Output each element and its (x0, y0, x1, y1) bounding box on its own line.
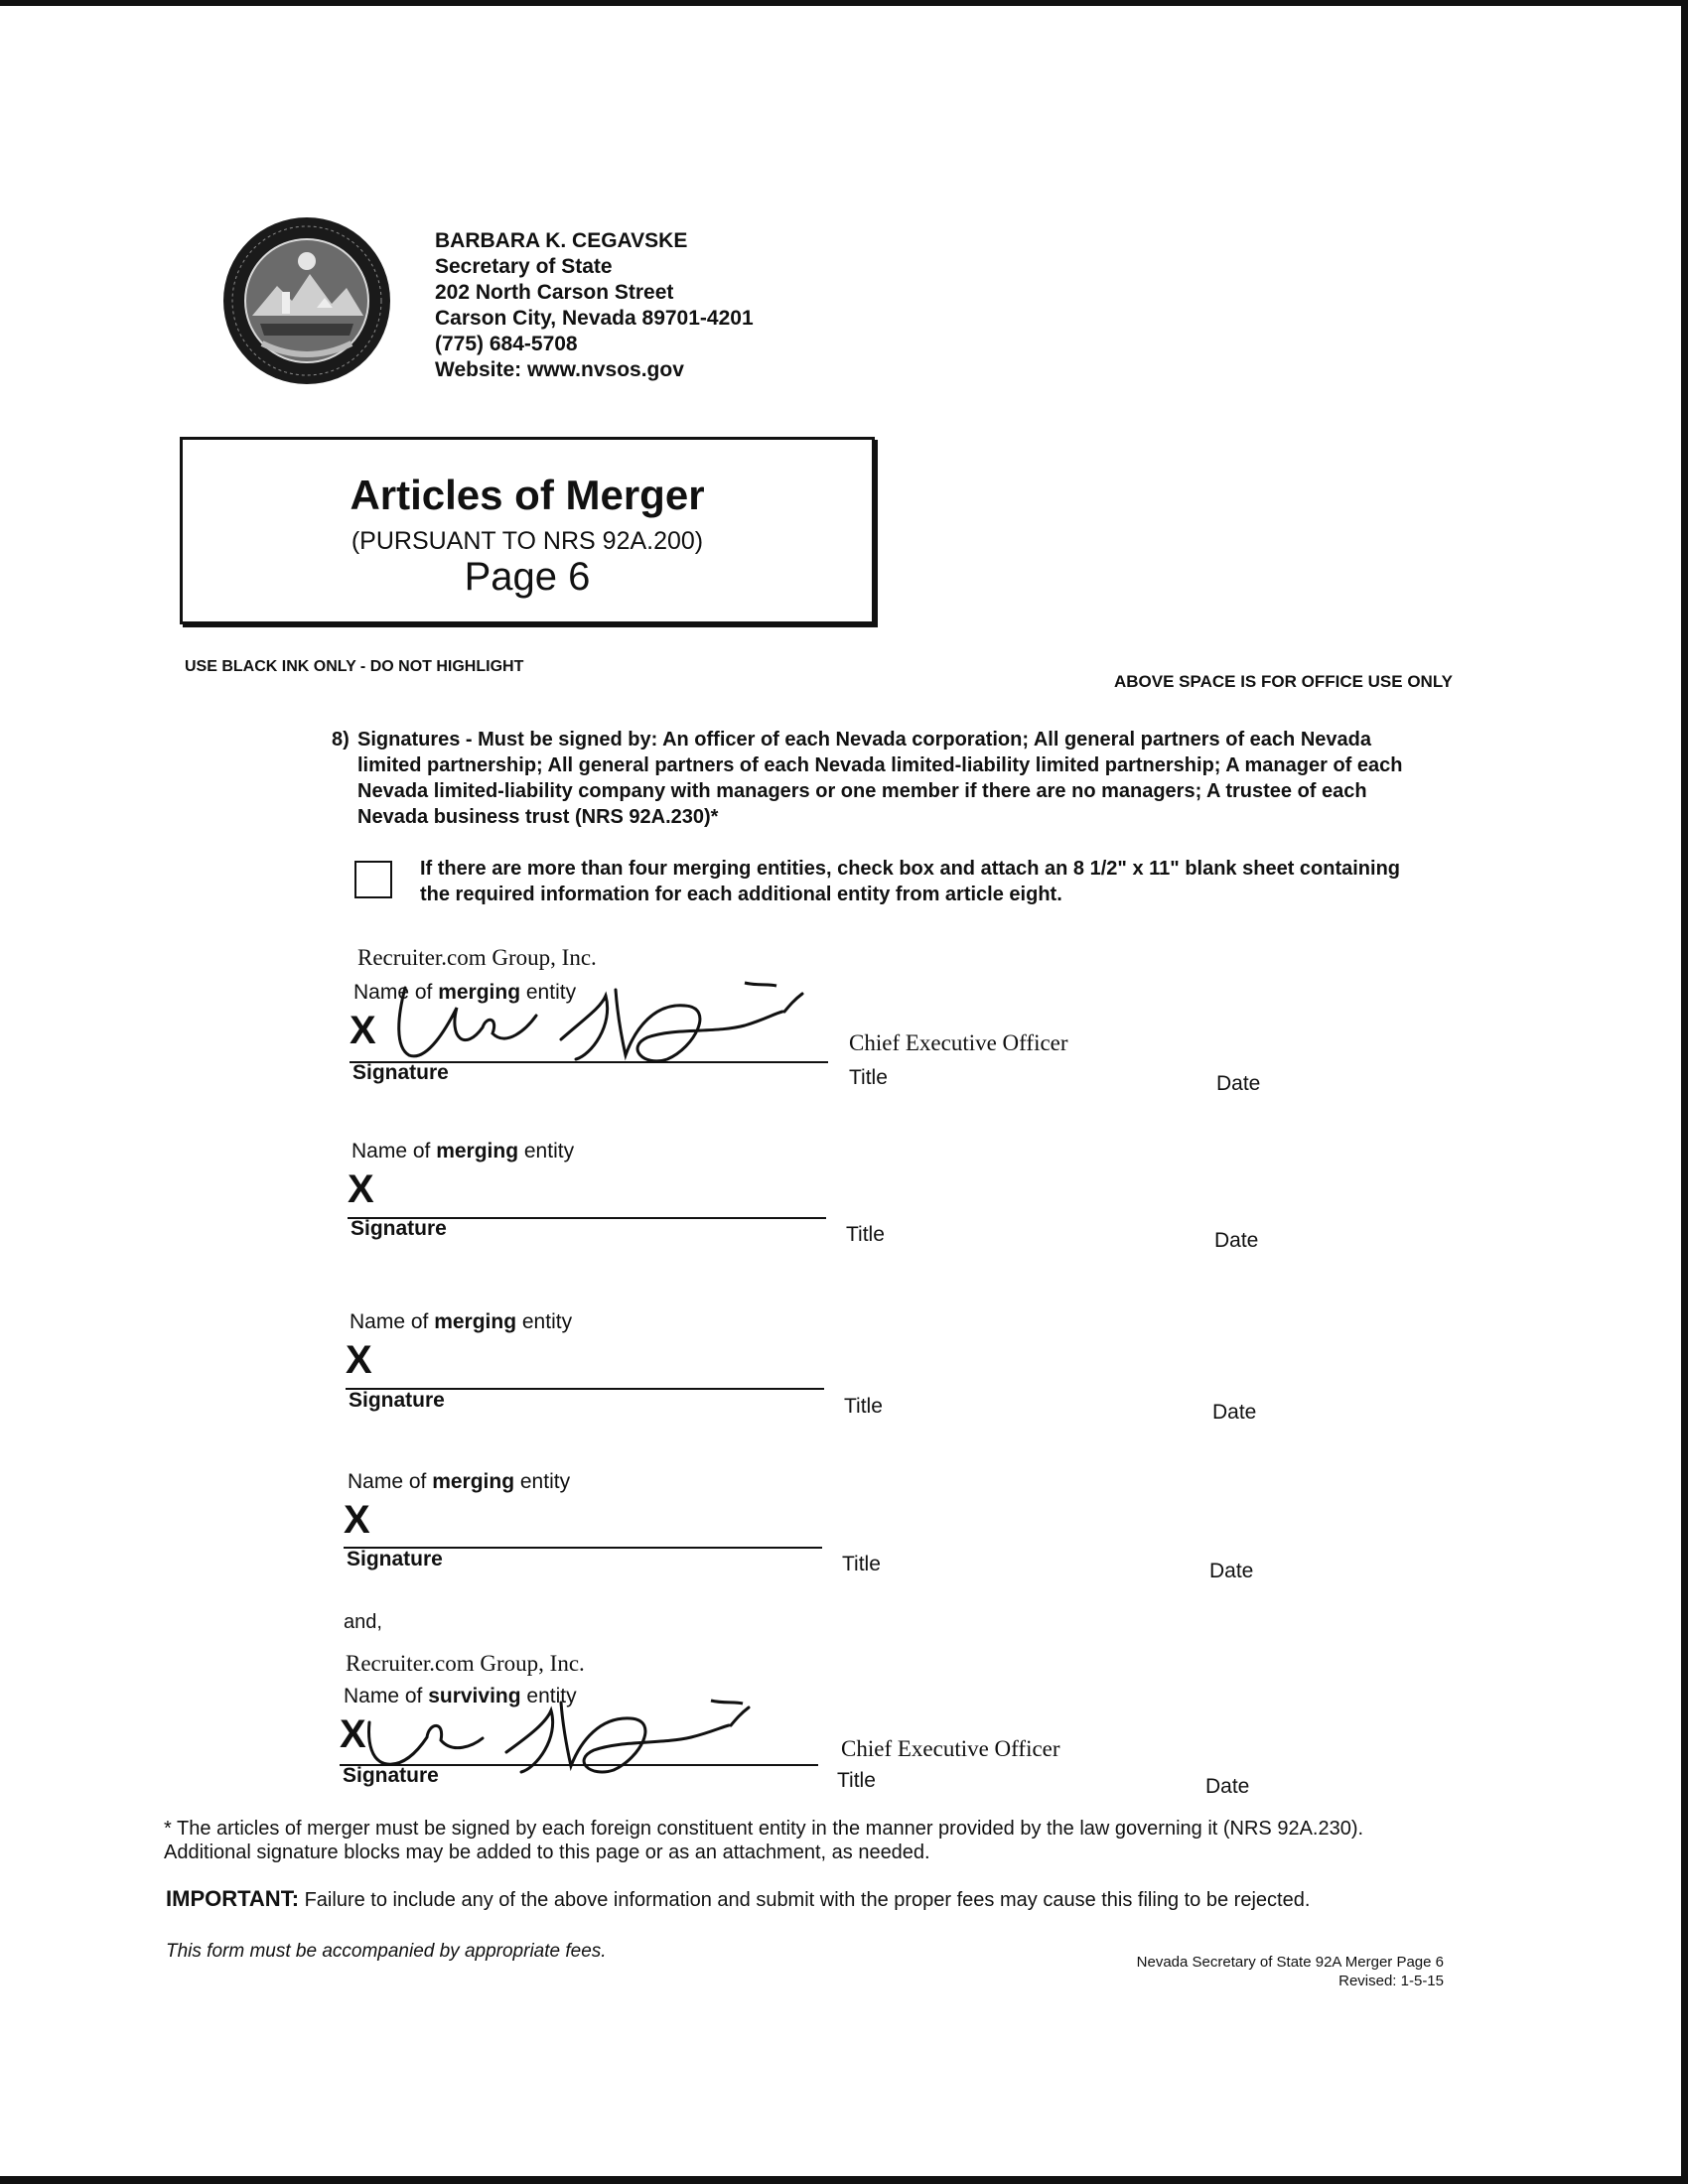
phone-number: (775) 684-5708 (435, 333, 578, 355)
important-label: IMPORTANT: (166, 1886, 300, 1911)
additional-entities-checkbox[interactable] (354, 861, 392, 898)
title-value[interactable]: Chief Executive Officer (849, 1030, 1068, 1055)
entity-name-value[interactable]: Recruiter.com Group, Inc. (357, 945, 597, 970)
signature-label: Signature (343, 1764, 439, 1787)
website: Website: www.nvsos.gov (435, 358, 684, 381)
entity-name-label: Name of merging entity (350, 1310, 573, 1333)
ink-instruction: USE BLACK INK ONLY - DO NOT HIGHLIGHT (185, 658, 524, 675)
title-label: Title (837, 1769, 876, 1792)
fees-note: This form must be accompanied by appropriate fees. (166, 1941, 607, 1962)
form-title-box (180, 437, 875, 624)
title-label: Title (842, 1553, 881, 1575)
signature-x-mark: X (346, 1338, 372, 1382)
office-use-note: ABOVE SPACE IS FOR OFFICE USE ONLY (1114, 672, 1453, 691)
street-address: 202 North Carson Street (435, 281, 674, 304)
signature-label: Signature (351, 1217, 447, 1240)
signature-x-mark: X (348, 1167, 374, 1211)
secretary-name: BARBARA K. CEGAVSKE (435, 229, 688, 252)
form-title: Articles of Merger (350, 472, 705, 518)
surviving-title-value[interactable]: Chief Executive Officer (841, 1736, 1060, 1761)
form-id-text: Nevada Secretary of State 92A Merger Page 6 (1136, 1954, 1444, 1971)
section-8-instructions (332, 727, 1404, 830)
entity-name-label: Name of merging entity (348, 1470, 571, 1493)
nevada-seal-icon (222, 216, 391, 385)
secretary-office: Secretary of State (435, 255, 613, 278)
scan-border-right (1681, 0, 1688, 2184)
revised-date: Revised: 1-5-15 (1338, 1973, 1444, 1989)
form-page: Page 6 (464, 555, 591, 599)
important-notice (166, 1886, 1477, 1912)
footnote: * The articles of merger must be signed by each foreign constituent entity in the manner provided by the law governing it (NRS 92A.230). Additional signature blocks may be added to this page or as an attachment, as needed. (164, 1818, 1364, 1863)
and-connector: and, (344, 1611, 382, 1633)
entity-name-label: Name of merging entity (353, 981, 577, 1004)
office-address (435, 228, 754, 383)
signature-x-mark: X (350, 1009, 376, 1052)
title-label: Title (846, 1223, 885, 1246)
important-text: Failure to include any of the above information and submit with the proper fees may cause this filing to be rejected. (299, 1889, 1311, 1911)
signature-x-mark: X (344, 1498, 370, 1542)
title-label: Title (844, 1395, 883, 1418)
signature-label: Signature (347, 1548, 443, 1570)
date-label: Date (1214, 1229, 1259, 1252)
section-8-text: Signatures - Must be signed by: An officer of each Nevada corporation; All general partners of each Nevada limited partnership; All general partners of each Nevada limited-liability limited partnership; A manager of each Nevada limited-liability company with managers or one member if there are no managers; A trustee of each Nevada business trust (NRS 92A.230)* (357, 729, 1403, 828)
entity-name-label: Name of merging entity (352, 1140, 575, 1162)
city-address: Carson City, Nevada 89701-4201 (435, 307, 754, 330)
date-label: Date (1216, 1072, 1261, 1095)
surviving-entity-name-value[interactable]: Recruiter.com Group, Inc. (346, 1651, 585, 1676)
signature-label: Signature (349, 1389, 445, 1412)
section-number: 8) (332, 729, 350, 751)
form-identifier (1086, 1953, 1444, 1990)
form-subtitle: (PURSUANT TO NRS 92A.200) (351, 527, 704, 555)
scan-border-bottom (0, 2176, 1688, 2184)
checkbox-instruction: If there are more than four merging entities, check box and attach an 8 1/2" x 11" blank sheet containing the required information for each additional entity from article eight. (420, 858, 1401, 905)
date-label: Date (1212, 1401, 1257, 1424)
signature-label: Signature (352, 1061, 449, 1084)
date-label: Date (1205, 1775, 1250, 1798)
surviving-entity-label: Name of surviving entity (344, 1685, 577, 1707)
date-label: Date (1209, 1560, 1254, 1582)
handwritten-signature (387, 968, 814, 1082)
signature-x-mark: X (340, 1712, 366, 1756)
title-label: Title (849, 1066, 888, 1089)
